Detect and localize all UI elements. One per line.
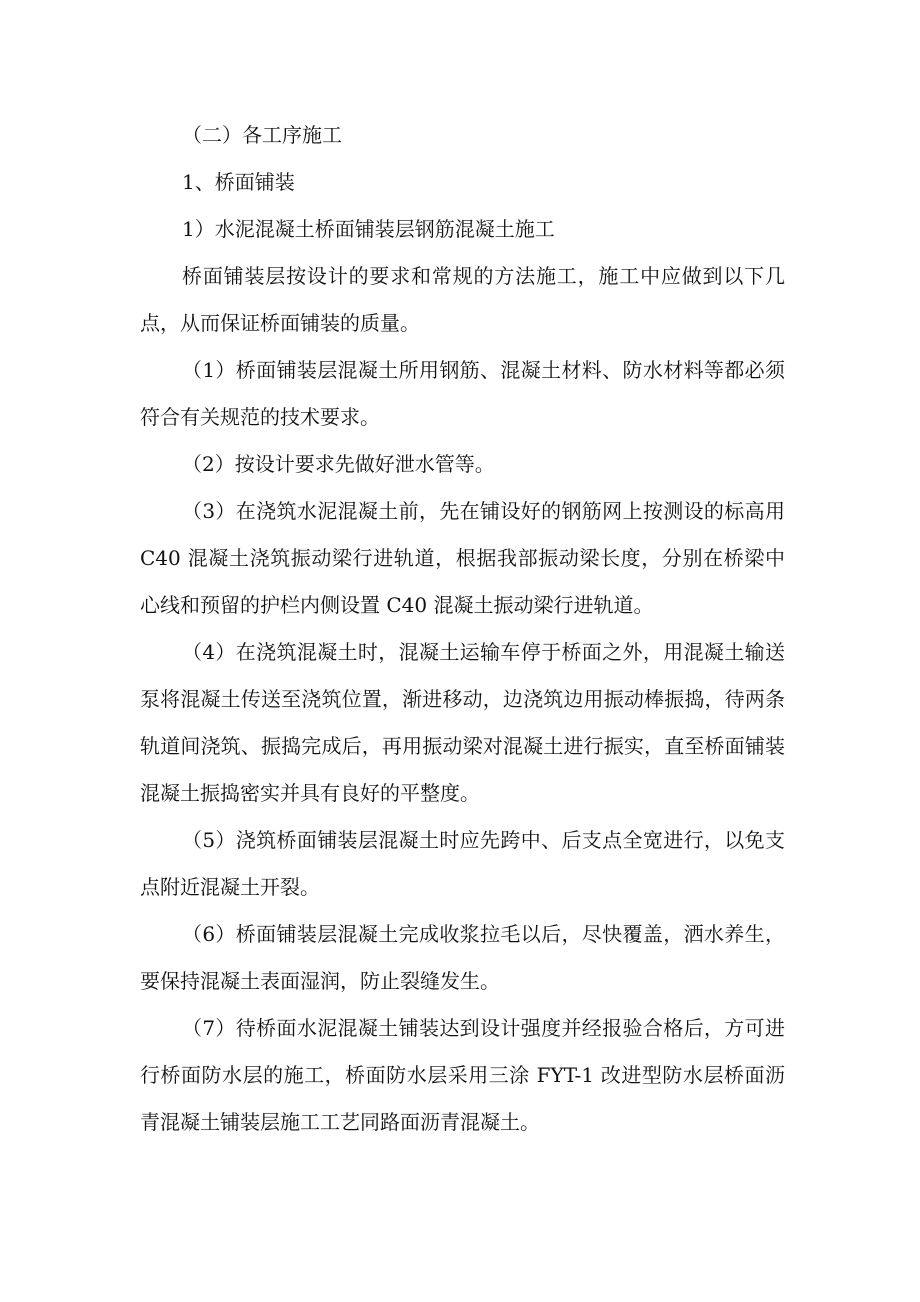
section-heading: （二）各工序施工	[182, 123, 342, 147]
point-paragraph-7: （7）待桥面水泥混凝土铺装达到设计强度并经报验合格后，方可进行桥面防水层的施工，桥面防水层采用三涂 FYT-1 改进型防水层桥面沥青混凝土铺装层施工工艺同路面沥青混凝土。	[140, 1016, 785, 1134]
point-paragraph-3: （3）在浇筑水泥混凝土前，先在铺设好的钢筋网上按测设的标高用 C40 混凝土浇筑振动梁行进轨道，根据我部振动梁长度，分别在桥梁中心线和预留的护栏内侧设置 C40 混凝土振动梁行进轨道。	[140, 499, 785, 617]
document-body	[140, 112, 785, 1146]
point-paragraph-2: （2）按设计要求先做好泄水管等。	[182, 452, 495, 476]
point-paragraph-6: （6）桥面铺装层混凝土完成收浆拉毛以后，尽快覆盖，洒水养生，要保持混凝土表面湿润，防止裂缝发生。	[140, 922, 785, 993]
subsection-heading: 1、桥面铺装	[182, 170, 295, 194]
point-paragraph-4: （4）在浇筑混凝土时，混凝土运输车停于桥面之外，用混凝土输送泵将混凝土传送至浇筑位置，渐进移动，边浇筑边用振动棒振捣，待两条轨道间浇筑、振捣完成后，再用振动梁对混凝土进行振实，直至桥面铺装混凝土振捣密实并具有良好的平整度。	[140, 640, 785, 805]
item-heading: 1）水泥混凝土桥面铺装层钢筋混凝土施工	[182, 217, 555, 241]
point-paragraph-1: （1）桥面铺装层混凝土所用钢筋、混凝土材料、防水材料等都必须符合有关规范的技术要求。	[140, 358, 785, 429]
point-paragraph-5: （5）浇筑桥面铺装层混凝土时应先跨中、后支点全宽进行，以免支点附近混凝土开裂。	[140, 828, 785, 899]
intro-paragraph: 桥面铺装层按设计的要求和常规的方法施工，施工中应做到以下几点，从而保证桥面铺装的质量。	[140, 264, 785, 335]
